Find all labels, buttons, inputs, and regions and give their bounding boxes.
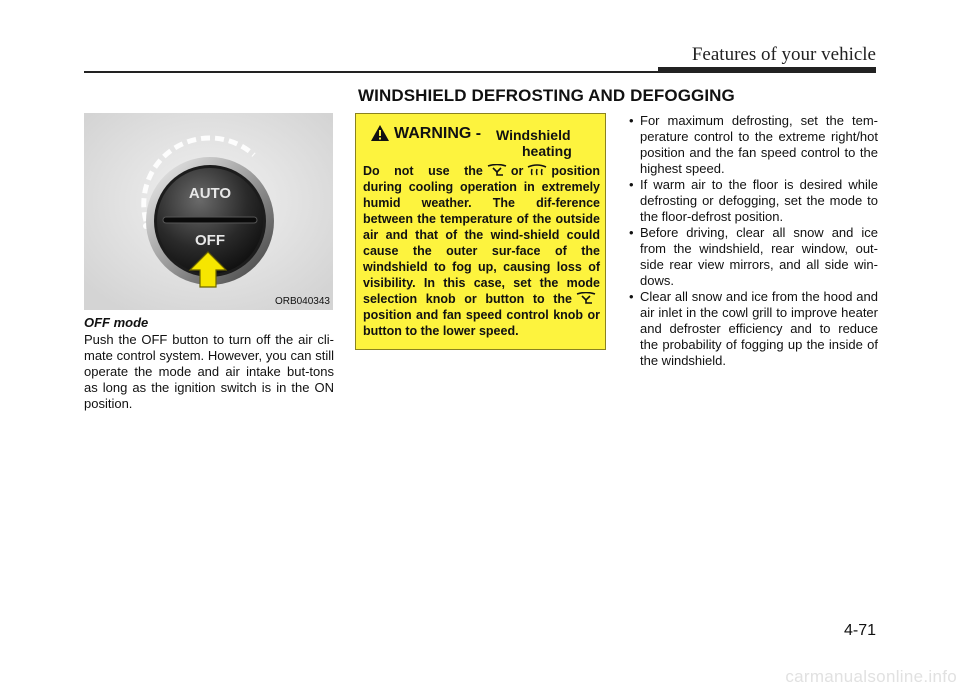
tips-list [626, 113, 878, 369]
knob-label-auto: AUTO [188, 185, 232, 202]
page-title: WINDSHIELD DEFROSTING AND DEFOGGING [358, 86, 735, 105]
list-item: • If warm air to the floor is desired while defrosting or defogging, set the mode to the floor-defrost position. [626, 177, 878, 225]
figure-code: ORB040343 [274, 296, 330, 307]
warning-box [355, 113, 606, 350]
warning-text-middle: position during cooling operation in extremely humid weather. The dif-ference between the temperature of the outside air and that of the wind-shield could cause the outer sur-face of the windshield to fog up, causing loss of visibility. In this case, set the mode selection knob or button to the [363, 164, 600, 306]
watermark: carmanualsonline.info [785, 667, 957, 686]
list-item: • For maximum defrosting, set the tem-perature control to the extreme right/hot position and the fan speed control to the highest speed. [626, 113, 878, 177]
header-rule-accent [658, 67, 876, 73]
warning-text [363, 163, 600, 339]
climate-knob-illustration [84, 113, 333, 310]
list-item: • Before driving, clear all snow and ice from the windshield, rear window, out-side rear view mirrors, and all side win-dows. [626, 225, 878, 289]
defrost-floor-mode-icon [486, 164, 508, 176]
warning-subtitle-line-2: heating [522, 143, 572, 159]
warning-text-end: position and fan speed control knob or button to the lower speed. [363, 308, 600, 338]
knob-label-off: OFF [195, 232, 225, 249]
header-section-title: Features of your vehicle [691, 44, 876, 65]
climate-knob-figure [84, 113, 333, 310]
caption-off-mode: OFF mode [84, 315, 149, 330]
warning-text-or: or [510, 164, 524, 178]
warning-subtitle-line-1: Windshield [496, 127, 571, 143]
warning-subtitle [496, 127, 606, 159]
warning-text-start: Do not use the [363, 164, 483, 178]
off-mode-paragraph: Push the OFF button to turn off the air cli-mate control system. However, you can still operate the mode and air intake but-tons as long as the ignition switch is in the ON position. [84, 332, 334, 411]
page-number: 4-71 [843, 622, 876, 639]
warning-title: WARNING - [394, 125, 482, 142]
warning-triangle-icon [370, 124, 390, 142]
defrost-floor-mode-icon-2 [575, 292, 597, 304]
list-item: • Clear all snow and ice from the hood and air inlet in the cowl grill to improve heater and defroster efficiency and to reduce the probability of fogging up the inside of the windshield. [626, 289, 878, 369]
windshield-defrost-icon [526, 164, 548, 176]
